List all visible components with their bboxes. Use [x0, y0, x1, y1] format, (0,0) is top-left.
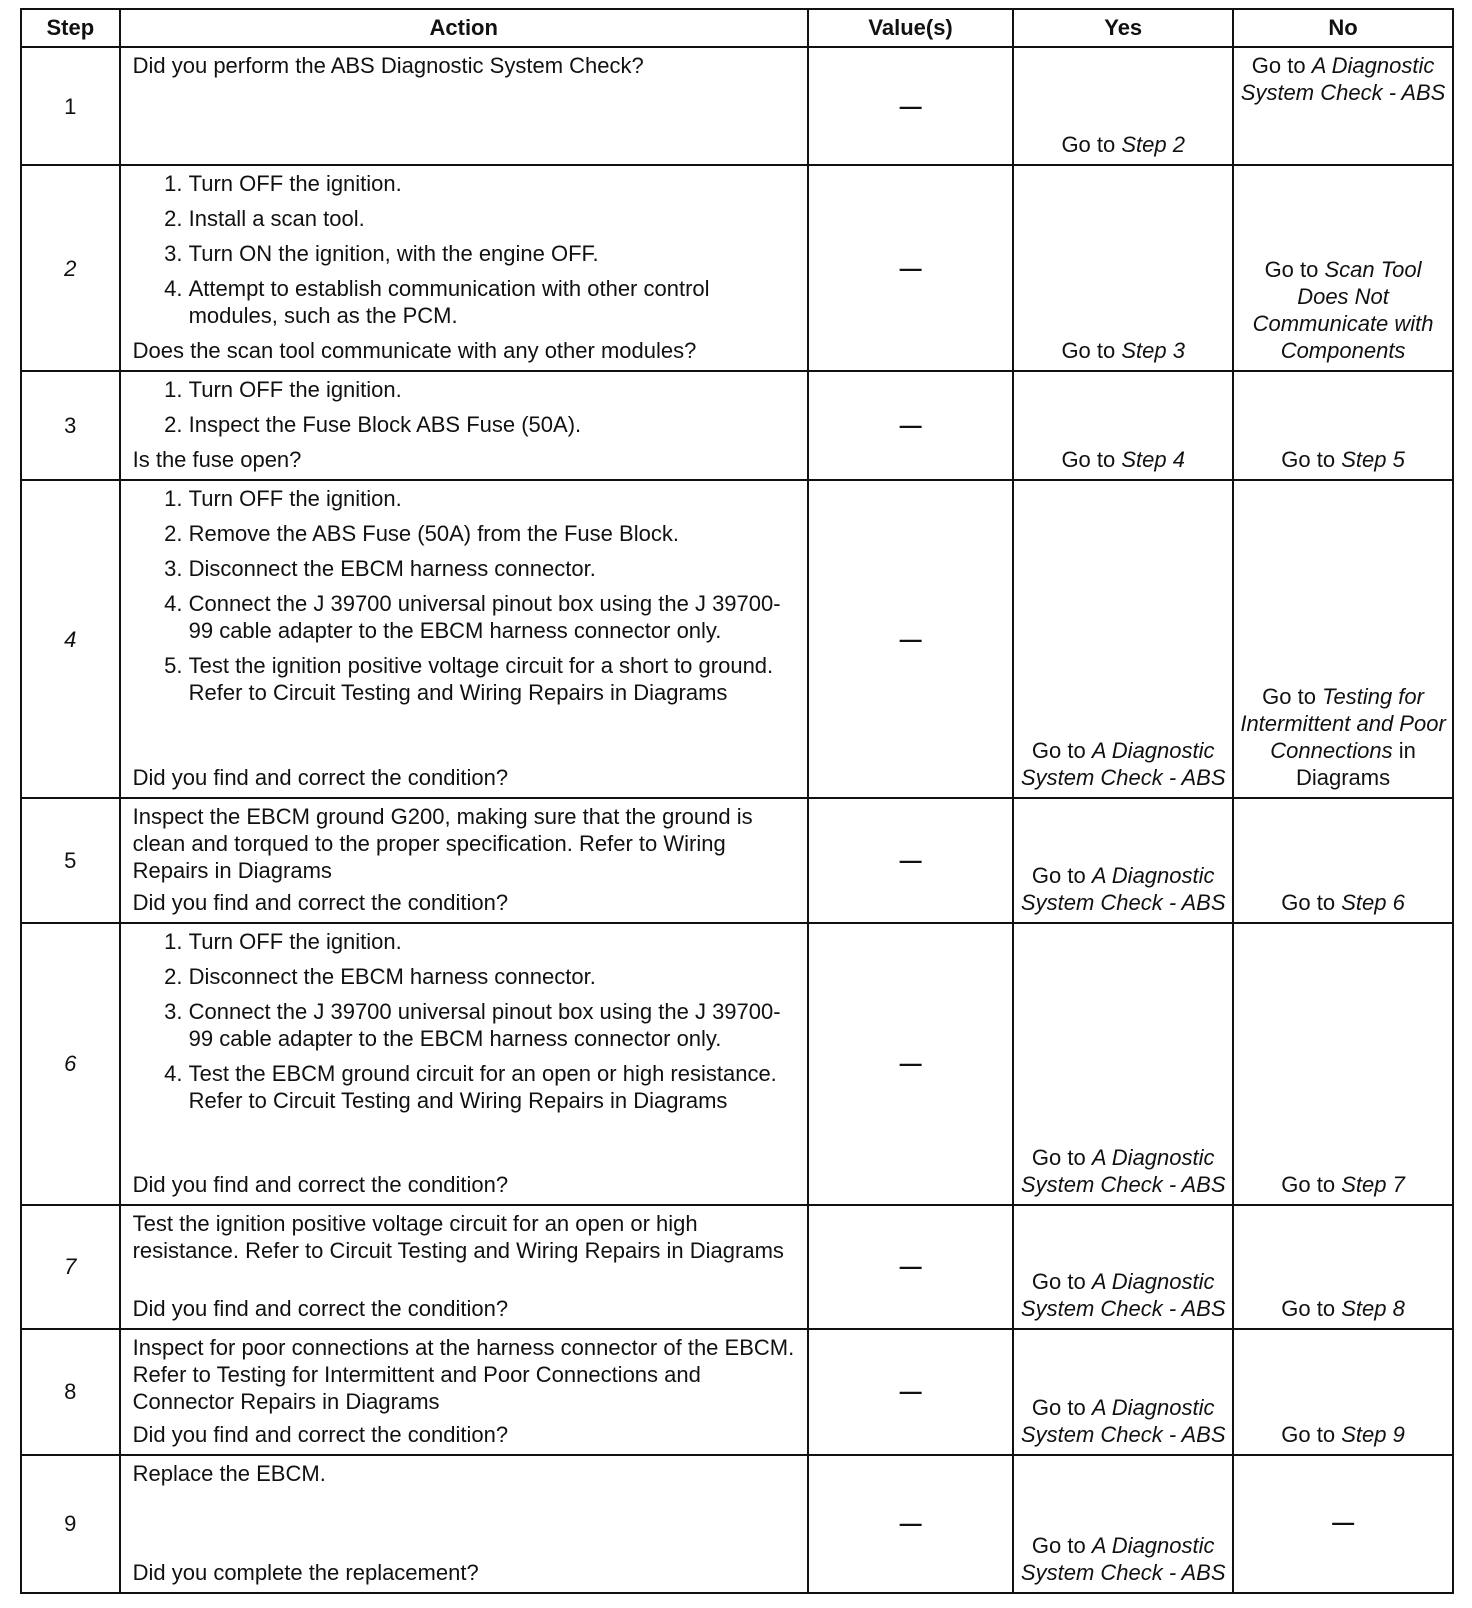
action-question: Did you find and correct the condition? — [132, 765, 509, 791]
action-step-item: 2. Disconnect the EBCM harness connector. — [189, 963, 795, 990]
table-row — [21, 1205, 1453, 1329]
no-go-to: Go to — [1264, 257, 1319, 283]
no-target-suffix: in Diagrams — [1295, 738, 1416, 791]
no-go-to: Go to — [1281, 1295, 1336, 1321]
action-cell — [120, 371, 808, 480]
no-cell — [1233, 47, 1453, 165]
action-step-item: 2. Remove the ABS Fuse (50A) from the Fuse Block. — [189, 520, 795, 547]
yes-cell — [1013, 371, 1233, 480]
no-cell — [1233, 923, 1453, 1205]
yes-cell — [1013, 1205, 1233, 1329]
no-cell — [1233, 371, 1453, 480]
yes-cell — [1013, 798, 1233, 922]
no-go-to: Go to — [1281, 447, 1336, 473]
step-number: 3 — [21, 371, 120, 480]
value-cell: — — [808, 47, 1013, 165]
action-body — [133, 52, 795, 79]
action-body — [133, 1334, 795, 1415]
action-body — [133, 928, 795, 1122]
action-step-item: 5. Test the ignition positive voltage circuit for a short to ground. Refer to Circuit Testing and Wiring Repairs in Diagrams — [189, 652, 795, 706]
value-cell: — — [808, 1455, 1013, 1593]
value-cell: — — [808, 1205, 1013, 1329]
header-values: Value(s) — [808, 9, 1013, 47]
no-target-link[interactable]: Step 5 — [1341, 447, 1405, 473]
no-target-link[interactable]: Step 9 — [1341, 1421, 1405, 1447]
header-no: No — [1233, 9, 1453, 47]
no-go-to: Go to — [1251, 53, 1306, 78]
action-steps — [133, 376, 795, 438]
action-cell — [120, 923, 808, 1205]
table-row — [21, 371, 1453, 480]
yes-cell — [1013, 923, 1233, 1205]
yes-cell — [1013, 47, 1233, 165]
no-cell — [1233, 798, 1453, 922]
action-body — [133, 170, 795, 337]
action-question: Does the scan tool communicate with any other modules? — [132, 338, 697, 364]
no-go-to: Go to — [1281, 889, 1336, 915]
yes-go-to: Go to — [1061, 132, 1116, 158]
step-number: 1 — [21, 47, 120, 165]
action-content — [133, 1460, 795, 1586]
action-content — [133, 52, 795, 158]
action-question: Did you find and correct the condition? — [132, 1171, 509, 1197]
header-yes: Yes — [1013, 9, 1233, 47]
action-question: Did you find and correct the condition? — [132, 1295, 509, 1321]
step-number: 6 — [21, 923, 120, 1205]
action-step-item: 2. Inspect the Fuse Block ABS Fuse (50A). — [189, 411, 795, 438]
action-step-item: 1. Turn OFF the ignition. — [189, 170, 795, 197]
no-target-link[interactable]: Step 8 — [1341, 1295, 1405, 1321]
no-target-link[interactable]: Testing for Intermittent and Poor Connections — [1240, 684, 1446, 764]
action-cell — [120, 165, 808, 371]
action-step-item: 3. Disconnect the EBCM harness connector. — [189, 555, 795, 582]
table-row — [21, 1329, 1453, 1455]
no-go-to: Go to — [1281, 1421, 1336, 1447]
table-row — [21, 923, 1453, 1205]
yes-go-to: Go to — [1061, 338, 1116, 364]
action-content — [133, 1334, 795, 1448]
table-row — [21, 1455, 1453, 1593]
yes-go-to: Go to — [1031, 1394, 1086, 1420]
yes-target-link[interactable]: Step 3 — [1121, 338, 1185, 364]
no-target-link[interactable]: A Diagnostic System Check - ABS — [1240, 53, 1446, 105]
yes-go-to: Go to — [1031, 862, 1086, 888]
action-cell — [120, 47, 808, 165]
yes-go-to: Go to — [1061, 447, 1116, 473]
action-lead: Inspect the EBCM ground G200, making sure that the ground is clean and torqued to the proper specification. Refer to Wiring Repairs in Diagrams — [132, 804, 753, 884]
action-step-item: 4. Test the EBCM ground circuit for an open or high resistance. Refer to Circuit Testing and Wiring Repairs in Diagrams — [189, 1060, 795, 1114]
action-cell — [120, 480, 808, 798]
action-content — [133, 376, 795, 473]
table-row — [21, 480, 1453, 798]
yes-cell — [1013, 480, 1233, 798]
no-target-link[interactable]: Step 6 — [1341, 889, 1405, 915]
action-lead: Did you perform the ABS Diagnostic System Check? — [132, 53, 644, 78]
header-step: Step — [21, 9, 120, 47]
no-cell — [1233, 1455, 1453, 1593]
action-cell — [120, 798, 808, 922]
action-body — [133, 376, 795, 446]
no-cell — [1233, 1205, 1453, 1329]
yes-go-to: Go to — [1031, 1144, 1086, 1170]
step-number: 5 — [21, 798, 120, 922]
value-cell: — — [808, 923, 1013, 1205]
action-cell — [120, 1455, 808, 1593]
value-cell: — — [808, 1329, 1013, 1455]
no-target-link[interactable]: Scan Tool Does Not Communicate with Components — [1252, 257, 1434, 364]
step-number: 8 — [21, 1329, 120, 1455]
table-row — [21, 798, 1453, 922]
value-cell: — — [808, 480, 1013, 798]
action-content — [133, 170, 795, 364]
action-step-item: 1. Turn OFF the ignition. — [189, 376, 795, 403]
action-body — [133, 485, 795, 714]
action-steps — [133, 170, 795, 329]
no-go-to: Go to — [1262, 684, 1316, 710]
action-step-item: 3. Connect the J 39700 universal pinout box using the J 39700-99 cable adapter to the EBCM harness connector only. — [189, 998, 795, 1052]
yes-cell — [1013, 165, 1233, 371]
yes-target-link[interactable]: A Diagnostic System Check - ABS — [1020, 1533, 1226, 1585]
yes-go-to: Go to — [1031, 738, 1086, 764]
action-question: Did you find and correct the condition? — [132, 1421, 509, 1447]
action-content — [133, 485, 795, 791]
yes-target-link[interactable]: Step 4 — [1121, 447, 1185, 473]
action-content — [133, 1210, 795, 1322]
step-number: 2 — [21, 165, 120, 371]
no-go-to: Go to — [1281, 1171, 1336, 1197]
action-question: Did you find and correct the condition? — [132, 889, 509, 915]
yes-target-link[interactable]: A Diagnostic System Check - ABS — [1020, 738, 1226, 791]
yes-go-to: Go to — [1031, 1533, 1086, 1558]
value-cell: — — [808, 165, 1013, 371]
header-row — [21, 9, 1453, 47]
action-lead: Test the ignition positive voltage circuit for an open or high resistance. Refer to Circuit Testing and Wiring Repairs in Diagrams — [132, 1210, 784, 1263]
yes-target-link[interactable]: A Diagnostic System Check - ABS — [1020, 1144, 1226, 1197]
action-lead: Inspect for poor connections at the harness connector of the EBCM. Refer to Testing for Intermittent and Poor Connections and Connector Repairs in Diagrams — [132, 1334, 795, 1414]
no-go-to: — — [1332, 1510, 1355, 1536]
action-body — [133, 1460, 795, 1487]
diagnostic-table — [20, 8, 1454, 1594]
action-step-item: 2. Install a scan tool. — [189, 205, 795, 232]
action-steps — [133, 485, 795, 706]
action-cell — [120, 1329, 808, 1455]
yes-cell — [1013, 1455, 1233, 1593]
yes-target-link[interactable]: A Diagnostic System Check - ABS — [1020, 1394, 1226, 1447]
action-content — [133, 928, 795, 1198]
action-question: Did you complete the replacement? — [132, 1560, 479, 1585]
action-steps — [133, 928, 795, 1114]
table-row — [21, 165, 1453, 371]
yes-cell — [1013, 1329, 1233, 1455]
table-body — [21, 47, 1453, 1593]
action-cell — [120, 1205, 808, 1329]
step-number: 4 — [21, 480, 120, 798]
action-step-item: 3. Turn ON the ignition, with the engine OFF. — [189, 240, 795, 267]
action-body — [133, 1210, 795, 1264]
yes-go-to: Go to — [1031, 1268, 1086, 1294]
yes-target-link[interactable]: Step 2 — [1121, 132, 1185, 158]
yes-target-link[interactable]: A Diagnostic System Check - ABS — [1020, 862, 1226, 915]
action-body — [133, 803, 795, 884]
step-number: 9 — [21, 1455, 120, 1593]
action-question: Is the fuse open? — [132, 447, 302, 473]
table-header — [21, 9, 1453, 47]
value-cell: — — [808, 798, 1013, 922]
action-lead: Replace the EBCM. — [132, 1460, 326, 1486]
yes-target-link[interactable]: A Diagnostic System Check - ABS — [1020, 1268, 1226, 1321]
value-cell: — — [808, 371, 1013, 480]
no-cell — [1233, 1329, 1453, 1455]
action-step-item: 4. Attempt to establish communication with other control modules, such as the PCM. — [189, 275, 795, 329]
no-cell — [1233, 480, 1453, 798]
action-step-item: 1. Turn OFF the ignition. — [189, 485, 795, 512]
table-row — [21, 47, 1453, 165]
action-step-item: 1. Turn OFF the ignition. — [189, 928, 795, 955]
action-content — [133, 803, 795, 915]
step-number: 7 — [21, 1205, 120, 1329]
no-target-link[interactable]: Step 7 — [1341, 1171, 1405, 1197]
action-step-item: 4. Connect the J 39700 universal pinout box using the J 39700-99 cable adapter to the EBCM harness connector only. — [189, 590, 795, 644]
header-action: Action — [120, 9, 808, 47]
no-cell — [1233, 165, 1453, 371]
